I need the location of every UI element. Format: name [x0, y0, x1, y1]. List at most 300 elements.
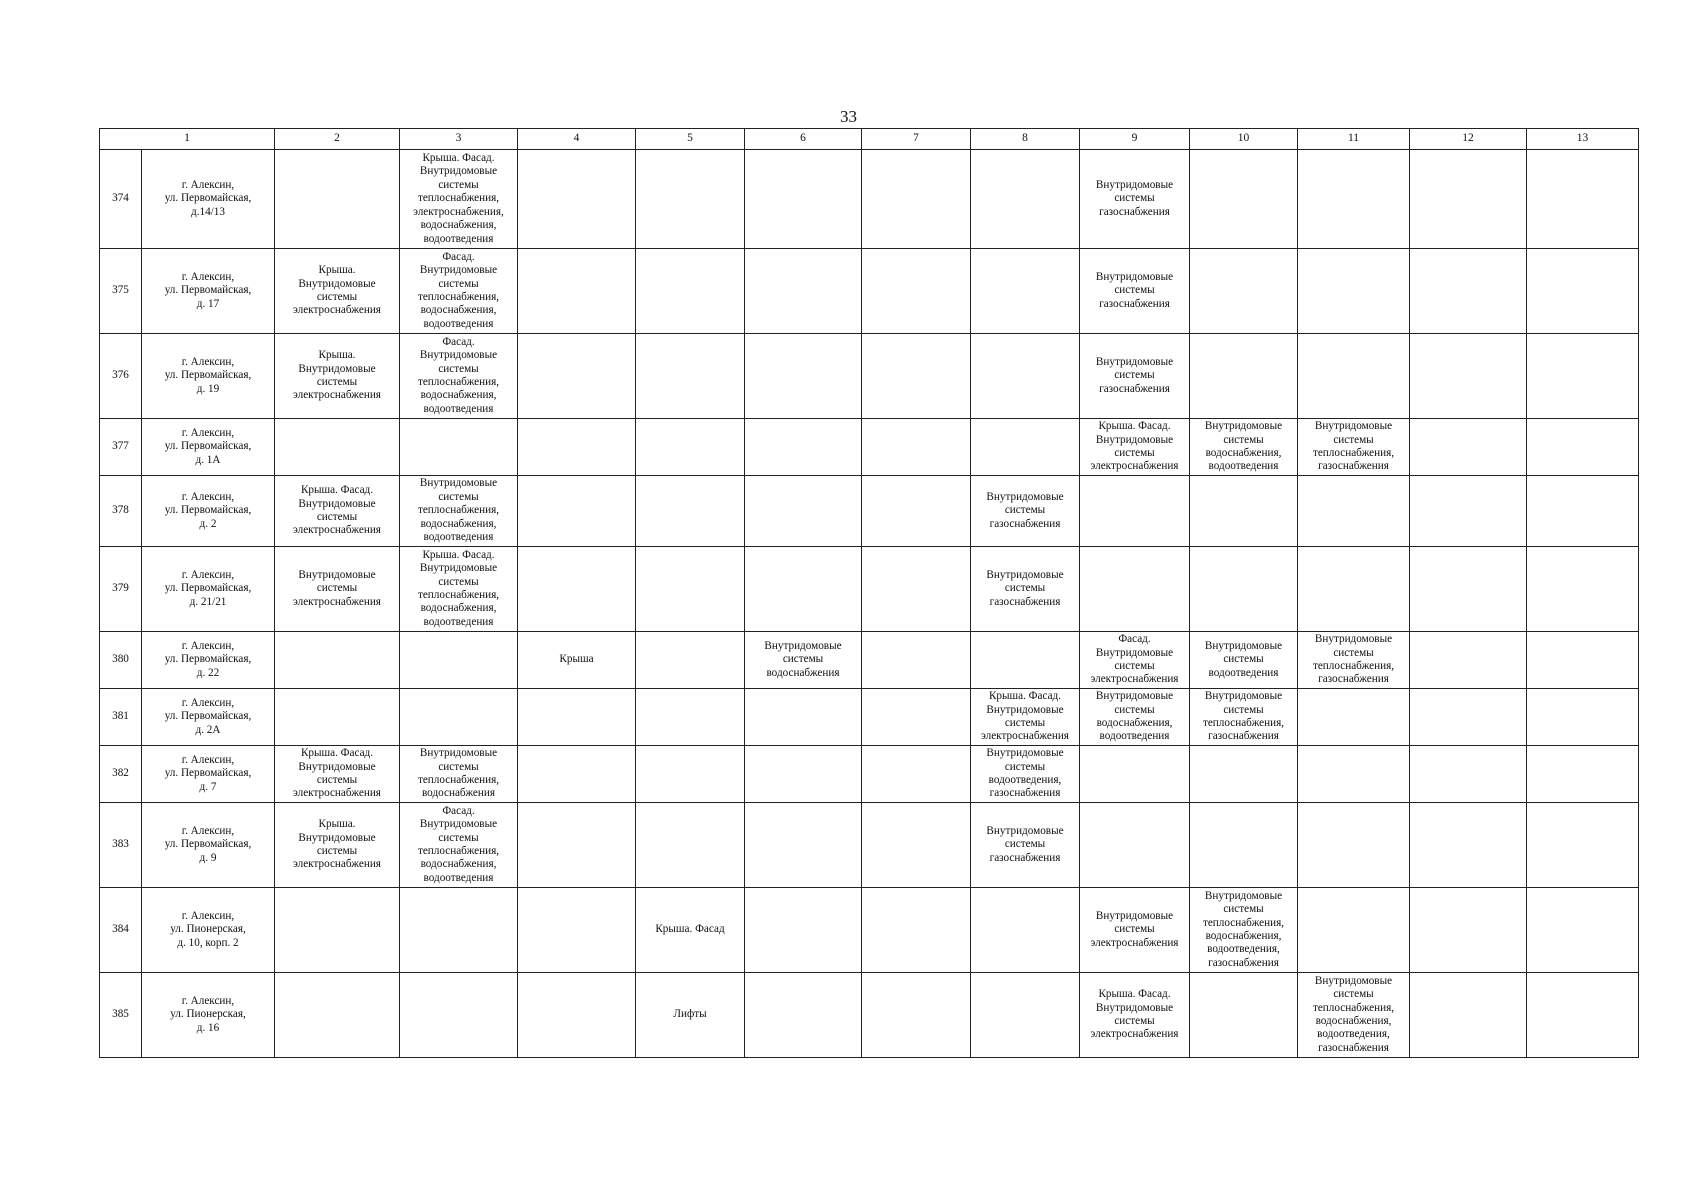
cell-text-line: Внутридомовые	[298, 760, 376, 773]
cell-text-line: водоснабжения,	[1205, 447, 1282, 459]
cell-text-line: водоотведения	[1099, 730, 1170, 743]
column-number-header-row	[100, 129, 1639, 150]
cell-text-line: Внутридомовые	[1204, 420, 1283, 433]
cell-text-line: Внутридомовые	[1314, 633, 1393, 646]
cell-text-line: электроснабжения	[981, 730, 1069, 743]
cell-text-line: г. Алексин,	[181, 696, 235, 709]
work-cell-col-7	[862, 547, 971, 632]
work-cell-col-7	[862, 249, 971, 334]
cell-text-line: системы	[438, 362, 479, 375]
work-cell-col-3	[400, 632, 518, 689]
column-header: 8	[971, 129, 1080, 150]
address-cell	[142, 334, 275, 419]
column-header: 10	[1190, 129, 1298, 150]
cell-text-line: Внутридомовые	[298, 831, 376, 844]
work-cell-col-3	[400, 419, 518, 476]
work-cell-col-13	[1527, 689, 1639, 746]
cell-text-line: системы	[1004, 582, 1046, 595]
address-cell	[142, 973, 275, 1058]
table-row	[100, 689, 1639, 746]
cell-text-line: водоотведения	[1208, 666, 1279, 679]
cell-text-line: ул. Первомайская,	[164, 710, 252, 723]
cell-text-line: системы	[1004, 717, 1046, 729]
cell-text-line: электроснабжения	[293, 304, 381, 317]
cell-text-line: Внутридомовые	[419, 818, 498, 831]
work-cell-col-5	[636, 973, 745, 1058]
work-cell-col-5	[636, 476, 745, 547]
work-cell-col-11	[1298, 803, 1410, 888]
cell-text-line: д. 21/21	[189, 595, 227, 608]
cell-text-line: системы	[1114, 447, 1155, 459]
cell-text-line: д. 19	[196, 382, 220, 395]
cell-text-line: водоотведения	[423, 317, 494, 330]
work-cell-col-4	[518, 973, 636, 1058]
work-cell-col-7	[862, 689, 971, 746]
cell-text-line: системы	[1114, 660, 1155, 672]
address-cell	[142, 476, 275, 547]
row-number: 377	[100, 419, 142, 476]
cell-text-line: д. 10, корп. 2	[177, 936, 239, 949]
address-cell	[142, 888, 275, 973]
work-cell-col-5	[636, 803, 745, 888]
cell-text-line: системы	[438, 277, 479, 290]
work-cell-col-11	[1298, 547, 1410, 632]
work-cell-col-10	[1190, 746, 1298, 803]
cell-text-line: Внутридомовые	[1204, 889, 1283, 902]
work-cell-col-9	[1080, 632, 1190, 689]
cell-text-line: теплоснабжения,	[417, 376, 500, 388]
column-header: 13	[1527, 129, 1639, 150]
table-row	[100, 632, 1639, 689]
column-header: 2	[275, 129, 400, 150]
work-cell-col-13	[1527, 973, 1639, 1058]
cell-text-line: ул. Первомайская,	[164, 838, 252, 851]
work-cell-col-5	[636, 888, 745, 973]
row-number: 379	[100, 547, 142, 632]
cell-text-line: Крыша.	[318, 349, 356, 362]
cell-text-line: системы	[1333, 988, 1374, 1001]
cell-text-line: ул. Первомайская,	[164, 440, 252, 453]
cell-text-line: водоснабжения	[421, 787, 496, 800]
cell-text-line: газоснабжения	[1099, 382, 1170, 395]
cell-text-line: Внутридомовые	[986, 703, 1064, 716]
cell-text-line: газоснабжения	[1208, 730, 1279, 743]
cell-text-line: водоотведения	[1208, 460, 1279, 473]
cell-text-line: Внутридомовые	[419, 747, 498, 760]
cell-text-line: г. Алексин,	[181, 909, 235, 922]
work-cell-col-4	[518, 746, 636, 803]
work-cell-col-6	[745, 547, 862, 632]
cell-text-line: водоотведения,	[1207, 943, 1280, 956]
work-cell-col-2	[275, 632, 400, 689]
work-cell-col-4	[518, 803, 636, 888]
cell-text-line: водоснабжения,	[1315, 1015, 1392, 1027]
cell-text-line: газоснабжения	[1318, 673, 1389, 686]
work-cell-col-13	[1527, 547, 1639, 632]
cell-text-line: водоснабжения,	[420, 517, 497, 530]
cell-text-line: системы	[316, 376, 358, 388]
work-cell-col-5	[636, 334, 745, 419]
cell-text-line: Крыша	[559, 653, 594, 666]
table-row	[100, 334, 1639, 419]
work-cell-col-13	[1527, 334, 1639, 419]
cell-text-line: Крыша. Фасад.	[300, 484, 374, 497]
address-cell	[142, 249, 275, 334]
table-row	[100, 476, 1639, 547]
cell-text-line: электроснабжения	[1090, 1028, 1179, 1041]
work-cell-col-8	[971, 689, 1080, 746]
work-cell-col-8	[971, 249, 1080, 334]
row-number: 384	[100, 888, 142, 973]
work-cell-col-6	[745, 746, 862, 803]
cell-text-line: водоснабжения	[766, 666, 840, 679]
work-cell-col-10	[1190, 476, 1298, 547]
cell-text-line: д. 9	[199, 851, 217, 864]
work-cell-col-5	[636, 249, 745, 334]
cell-text-line: Внутридомовые	[419, 264, 498, 277]
cell-text-line: системы	[316, 845, 358, 857]
cell-text-line: системы	[1223, 653, 1264, 666]
work-cell-col-2	[275, 888, 400, 973]
cell-text-line: электроснабжения	[293, 524, 381, 537]
cell-text-line: г. Алексин,	[181, 355, 235, 368]
cell-text-line: Внутридомовые	[1095, 270, 1174, 283]
work-cell-col-11	[1298, 334, 1410, 419]
cell-text-line: Внутридомовые	[1204, 639, 1283, 652]
cell-text-line: водоснабжения,	[420, 389, 497, 402]
cell-text-line: г. Алексин,	[181, 270, 235, 283]
work-cell-col-3	[400, 334, 518, 419]
cell-text-line: д.14/13	[191, 205, 225, 218]
cell-text-line: системы	[1223, 433, 1264, 446]
work-cell-col-12	[1410, 632, 1527, 689]
row-number: 385	[100, 973, 142, 1058]
cell-text-line: электроснабжения	[293, 595, 381, 608]
cell-text-line: Внутридомовые	[419, 349, 498, 362]
column-header: 5	[636, 129, 745, 150]
cell-text-line: системы	[1114, 1015, 1155, 1027]
work-cell-col-11	[1298, 249, 1410, 334]
work-cell-col-4	[518, 476, 636, 547]
cell-text-line: системы	[1004, 760, 1046, 773]
table-row	[100, 888, 1639, 973]
cell-text-line: Внутридомовые	[1095, 433, 1174, 446]
column-header: 7	[862, 129, 971, 150]
work-cell-col-3	[400, 803, 518, 888]
cell-text-line: водоотведения	[423, 232, 494, 245]
cell-text-line: водоотведения	[423, 871, 494, 884]
cell-text-line: водоотведения	[423, 402, 494, 415]
work-cell-col-10	[1190, 689, 1298, 746]
cell-text-line: Внутридомовые	[1095, 178, 1174, 191]
cell-text-line: теплоснабжения,	[417, 589, 500, 601]
cell-text-line: системы	[1004, 504, 1046, 517]
cell-text-line: теплоснабжения,	[1202, 717, 1285, 729]
work-cell-col-8	[971, 632, 1080, 689]
work-cell-col-7	[862, 334, 971, 419]
cell-text-line: Внутридомовые	[986, 568, 1064, 581]
cell-text-line: газоснабжения	[1318, 460, 1389, 473]
cell-text-line: газоснабжения	[989, 851, 1061, 864]
cell-text-line: системы	[782, 653, 824, 666]
work-cell-col-3	[400, 973, 518, 1058]
work-cell-col-13	[1527, 249, 1639, 334]
work-cell-col-5	[636, 419, 745, 476]
work-cell-col-12	[1410, 547, 1527, 632]
work-cell-col-7	[862, 888, 971, 973]
cell-text-line: водоснабжения,	[420, 858, 497, 871]
work-cell-col-4	[518, 419, 636, 476]
cell-text-line: Внутридомовые	[986, 490, 1064, 503]
work-cell-col-3	[400, 888, 518, 973]
work-cell-col-12	[1410, 888, 1527, 973]
cell-text-line: системы	[316, 774, 358, 786]
work-cell-col-13	[1527, 419, 1639, 476]
cell-text-line: г. Алексин,	[181, 639, 235, 652]
work-cell-col-2	[275, 689, 400, 746]
work-cell-col-12	[1410, 689, 1527, 746]
work-cell-col-11	[1298, 419, 1410, 476]
column-header: 3	[400, 129, 518, 150]
cell-text-line: г. Алексин,	[181, 490, 235, 503]
cell-text-line: водоснабжения,	[420, 304, 497, 317]
cell-text-line: системы	[1114, 923, 1155, 936]
row-number: 378	[100, 476, 142, 547]
cell-text-line: ул. Первомайская,	[164, 767, 252, 780]
cell-text-line: системы	[1004, 838, 1046, 851]
cell-text-line: Внутридомовые	[986, 747, 1064, 760]
work-cell-col-8	[971, 334, 1080, 419]
cell-text-line: Лифты	[673, 1008, 707, 1021]
cell-text-line: Внутридомовые	[1204, 690, 1283, 703]
cell-text-line: электроснабжения	[293, 389, 381, 402]
cell-text-line: водоотведения	[423, 531, 494, 544]
table-row	[100, 150, 1639, 249]
row-number: 374	[100, 150, 142, 249]
cell-text-line: электроснабжения	[1090, 460, 1179, 473]
work-cell-col-13	[1527, 746, 1639, 803]
work-cell-col-10	[1190, 547, 1298, 632]
work-cell-col-11	[1298, 973, 1410, 1058]
work-cell-col-8	[971, 746, 1080, 803]
cell-text-line: ул. Первомайская,	[164, 653, 252, 666]
cell-text-line: системы	[316, 582, 358, 595]
work-cell-col-6	[745, 150, 862, 249]
cell-text-line: Фасад.	[442, 804, 475, 817]
row-number: 380	[100, 632, 142, 689]
work-cell-col-2	[275, 746, 400, 803]
row-number: 382	[100, 746, 142, 803]
work-cell-col-3	[400, 476, 518, 547]
cell-text-line: системы	[1114, 703, 1155, 716]
cell-text-line: Внутридомовые	[419, 477, 498, 490]
cell-text-line: ул. Первомайская,	[164, 284, 252, 297]
cell-text-line: системы	[316, 511, 358, 523]
row-number: 383	[100, 803, 142, 888]
work-cell-col-11	[1298, 689, 1410, 746]
cell-text-line: теплоснабжения,	[1312, 447, 1395, 459]
cell-text-line: водоотведения	[423, 615, 494, 628]
cell-text-line: ул. Первомайская,	[164, 582, 252, 595]
work-cell-col-13	[1527, 803, 1639, 888]
work-cell-col-12	[1410, 973, 1527, 1058]
work-cell-col-3	[400, 547, 518, 632]
cell-text-line: водоснабжения,	[420, 602, 497, 615]
cell-text-line: водоснабжения,	[420, 219, 497, 232]
work-cell-col-6	[745, 632, 862, 689]
cell-text-line: водоснабжения,	[1205, 930, 1282, 942]
cell-text-line: Внутридомовые	[1095, 355, 1174, 368]
work-cell-col-10	[1190, 803, 1298, 888]
work-cell-col-9	[1080, 803, 1190, 888]
work-cell-col-8	[971, 888, 1080, 973]
table-row	[100, 746, 1639, 803]
cell-text-line: системы	[438, 178, 479, 191]
cell-text-line: теплоснабжения,	[1312, 660, 1395, 672]
work-cell-col-6	[745, 803, 862, 888]
cell-text-line: Фасад.	[1118, 633, 1151, 646]
cell-text-line: Крыша. Фасад.	[300, 747, 374, 760]
work-cell-col-9	[1080, 419, 1190, 476]
cell-text-line: системы	[438, 760, 479, 773]
work-cell-col-6	[745, 973, 862, 1058]
work-cell-col-9	[1080, 746, 1190, 803]
work-cell-col-7	[862, 632, 971, 689]
address-cell	[142, 547, 275, 632]
cell-text-line: Внутридомовые	[1095, 909, 1174, 922]
work-cell-col-2	[275, 334, 400, 419]
work-cell-col-6	[745, 334, 862, 419]
cell-text-line: г. Алексин,	[181, 178, 235, 191]
cell-text-line: д. 2	[199, 517, 217, 530]
work-cell-col-10	[1190, 632, 1298, 689]
work-cell-col-12	[1410, 746, 1527, 803]
cell-text-line: г. Алексин,	[181, 426, 235, 439]
work-cell-col-4	[518, 249, 636, 334]
work-cell-col-4	[518, 888, 636, 973]
work-cell-col-2	[275, 150, 400, 249]
cell-text-line: Внутридомовые	[764, 639, 842, 652]
work-cell-col-4	[518, 632, 636, 689]
work-cell-col-9	[1080, 973, 1190, 1058]
table-row	[100, 419, 1639, 476]
work-cell-col-12	[1410, 803, 1527, 888]
work-cell-col-10	[1190, 419, 1298, 476]
cell-text-line: ул. Пионерская,	[170, 923, 246, 936]
cell-text-line: теплоснабжения,	[417, 291, 500, 303]
work-cell-col-8	[971, 476, 1080, 547]
cell-text-line: д. 22	[196, 666, 220, 679]
cell-text-line: Крыша.	[318, 264, 356, 277]
cell-text-line: системы	[438, 831, 479, 844]
work-cell-col-9	[1080, 547, 1190, 632]
cell-text-line: электроснабжения	[1090, 673, 1179, 686]
cell-text-line: д. 2А	[195, 723, 221, 736]
cell-text-line: Крыша. Фасад	[655, 923, 725, 936]
cell-text-line: г. Алексин,	[181, 994, 235, 1007]
address-cell	[142, 689, 275, 746]
work-cell-col-8	[971, 973, 1080, 1058]
table-row	[100, 249, 1639, 334]
work-cell-col-9	[1080, 689, 1190, 746]
work-cell-col-2	[275, 973, 400, 1058]
work-cell-col-7	[862, 973, 971, 1058]
work-cell-col-6	[745, 689, 862, 746]
cell-text-line: водоотведения,	[988, 774, 1062, 786]
cell-text-line: Внутридомовые	[1095, 1001, 1174, 1014]
work-cell-col-3	[400, 746, 518, 803]
work-cell-col-7	[862, 803, 971, 888]
cell-text-line: Крыша. Фасад.	[422, 548, 495, 561]
cell-text-line: Внутридомовые	[298, 362, 376, 375]
cell-text-line: газоснабжения	[989, 517, 1061, 530]
work-cell-col-2	[275, 803, 400, 888]
work-cell-col-5	[636, 547, 745, 632]
work-cell-col-3	[400, 150, 518, 249]
cell-text-line: д. 17	[196, 297, 220, 310]
cell-text-line: Внутридомовые	[1314, 974, 1393, 987]
cell-text-line: Внутридомовые	[419, 165, 498, 178]
work-cell-col-5	[636, 150, 745, 249]
cell-text-line: ул. Первомайская,	[164, 504, 252, 517]
work-cell-col-5	[636, 746, 745, 803]
work-cell-col-10	[1190, 249, 1298, 334]
cell-text-line: ул. Первомайская,	[164, 192, 252, 205]
work-cell-col-5	[636, 632, 745, 689]
work-schedule-table	[99, 128, 1639, 1058]
work-cell-col-10	[1190, 150, 1298, 249]
row-number: 381	[100, 689, 142, 746]
work-cell-col-7	[862, 746, 971, 803]
cell-text-line: Внутридомовые	[1314, 420, 1393, 433]
cell-text-line: системы	[438, 490, 479, 503]
cell-text-line: теплоснабжения,	[1312, 1001, 1395, 1014]
cell-text-line: системы	[1223, 903, 1264, 916]
work-cell-col-7	[862, 476, 971, 547]
work-cell-col-4	[518, 547, 636, 632]
cell-text-line: электроснабжения	[293, 787, 381, 800]
work-cell-col-7	[862, 150, 971, 249]
cell-text-line: Внутридомовые	[298, 568, 376, 581]
column-header: 6	[745, 129, 862, 150]
work-cell-col-10	[1190, 334, 1298, 419]
work-cell-col-4	[518, 689, 636, 746]
cell-text-line: газоснабжения	[989, 787, 1061, 800]
cell-text-line: газоснабжения	[989, 595, 1061, 608]
work-cell-col-4	[518, 334, 636, 419]
cell-text-line: электроснабжения	[293, 858, 381, 871]
cell-text-line: Внутридомовые	[986, 824, 1064, 837]
column-header: 4	[518, 129, 636, 150]
work-cell-col-9	[1080, 476, 1190, 547]
cell-text-line: теплоснабжения,	[417, 192, 500, 205]
work-cell-col-9	[1080, 150, 1190, 249]
cell-text-line: д. 7	[199, 780, 217, 793]
column-header: 11	[1298, 129, 1410, 150]
address-cell	[142, 803, 275, 888]
work-cell-col-4	[518, 150, 636, 249]
page-number: 33	[840, 107, 857, 126]
cell-text-line: Крыша. Фасад.	[1098, 420, 1171, 433]
cell-text-line: Внутридомовые	[419, 562, 498, 575]
cell-text-line: Внутридомовые	[298, 277, 376, 290]
cell-text-line: теплоснабжения,	[1202, 916, 1285, 929]
cell-text-line: электроснабжения	[1090, 936, 1179, 949]
cell-text-line: Фасад.	[442, 250, 475, 263]
cell-text-line: системы	[1114, 284, 1155, 297]
work-cell-col-8	[971, 547, 1080, 632]
cell-text-line: теплоснабжения,	[417, 774, 500, 786]
